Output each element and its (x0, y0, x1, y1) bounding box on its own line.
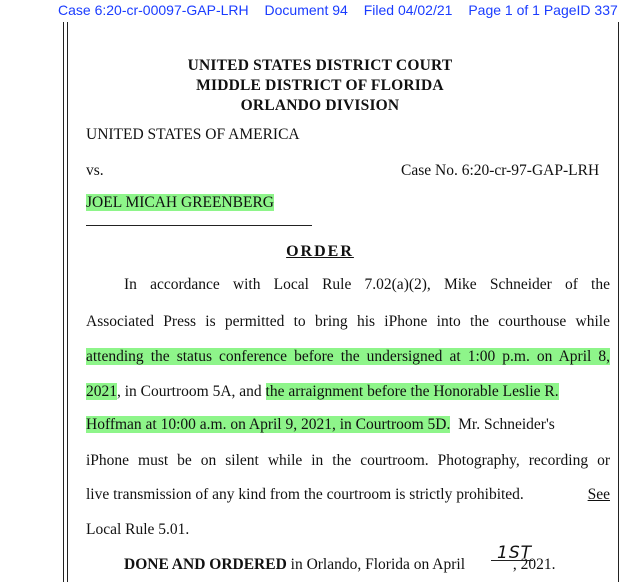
order-line-2: Associated Press is permitted to bring his iPhone into the courthouse while (86, 313, 610, 330)
document-number: Document 94 (264, 2, 348, 18)
order-line-6: iPhone must be on silent while in the courtroom. Photography, recording or (86, 452, 610, 469)
handwritten-date: 1ST (497, 543, 532, 563)
order-line-3: attending the status conference before the undersigned at 1:00 p.m. on April 8, (86, 348, 610, 365)
date-blank-line (491, 560, 533, 561)
court-heading (0, 56, 640, 116)
filing-header (58, 2, 618, 18)
order-line-7: live transmission of any kind from the courtroom is strictly prohibited. See (86, 486, 610, 503)
filed-date: Filed 04/02/21 (363, 2, 453, 18)
order-title: ORDER (286, 243, 354, 260)
court-district: MIDDLE DISTRICT OF FLORIDA (196, 77, 444, 94)
plaintiff-name: UNITED STATES OF AMERICA (86, 126, 300, 143)
court-division: ORLANDO DIVISION (240, 97, 400, 114)
order-line-5: Hoffman at 10:00 a.m. on April 9, 2021, in Courtroom 5D. Mr. Schneider's (86, 416, 555, 433)
order-line-8: Local Rule 5.01. (86, 521, 190, 538)
order-line-1: In accordance with Local Rule 7.02(a)(2), Mike Schneider of the (124, 276, 610, 293)
versus-label: vs. (86, 162, 104, 179)
order-line-4: 2021, in Courtroom 5A, and the arraignment before the Honorable Leslie R. (86, 383, 559, 400)
case-number-header: Case 6:20-cr-00097-GAP-LRH (58, 2, 249, 18)
page-id: Page 1 of 1 PageID 337 (468, 2, 618, 18)
case-number: Case No. 6:20-cr-97-GAP-LRH (401, 162, 600, 179)
caption-divider (86, 225, 312, 226)
closing-line: DONE AND ORDERED in Orlando, Florida on April , 2021. (124, 556, 556, 573)
defendant-name: JOEL MICAH GREENBERG (86, 194, 275, 211)
court-name: UNITED STATES DISTRICT COURT (187, 57, 453, 74)
